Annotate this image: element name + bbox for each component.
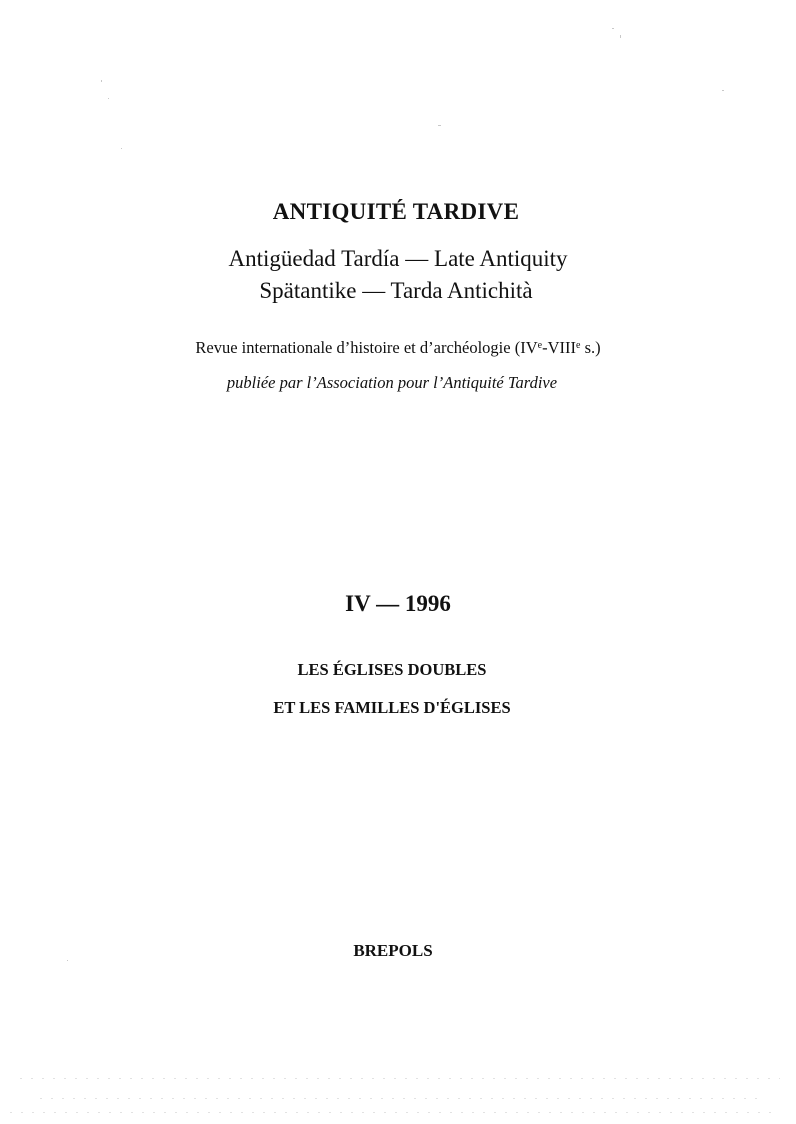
scan-speck	[620, 35, 621, 38]
journal-title: ANTIQUITÉ TARDIVE	[272, 199, 520, 224]
publisher-name: BREPOLS	[353, 941, 433, 960]
scan-noise	[40, 1098, 760, 1099]
subtitle-text-start: Revue internationale d’histoire et d’archéologie (IV	[195, 338, 538, 357]
subtitle-text-end: s.)	[580, 338, 601, 357]
scan-speck	[121, 148, 122, 149]
subtitle-superscript-1: e	[537, 340, 543, 351]
scan-noise	[10, 1112, 780, 1113]
subtitle-superscript-2: e	[575, 340, 581, 351]
scan-noise	[20, 1078, 780, 1079]
scan-speck	[67, 960, 68, 961]
volume-year: IV — 1996	[345, 591, 451, 616]
volume-theme-line-2: ET LES FAMILLES D'ÉGLISES	[273, 698, 511, 717]
volume-theme-line-1: LES ÉGLISES DOUBLES	[297, 660, 487, 679]
subtitle-text-middle: -VIII	[542, 338, 576, 357]
scan-speck	[612, 28, 614, 29]
scan-speck	[722, 90, 724, 91]
scan-speck	[438, 125, 441, 126]
alt-title-line-1: Antigüedad Tardía — Late Antiquity	[228, 246, 568, 271]
scan-speck	[101, 80, 102, 82]
published-by-line: publiée par l’Association pour l’Antiquité Tardive	[226, 373, 558, 392]
alt-title-line-2: Spätantike — Tarda Antichità	[259, 278, 533, 303]
journal-subtitle	[0, 340, 796, 357]
scan-speck	[108, 98, 109, 99]
